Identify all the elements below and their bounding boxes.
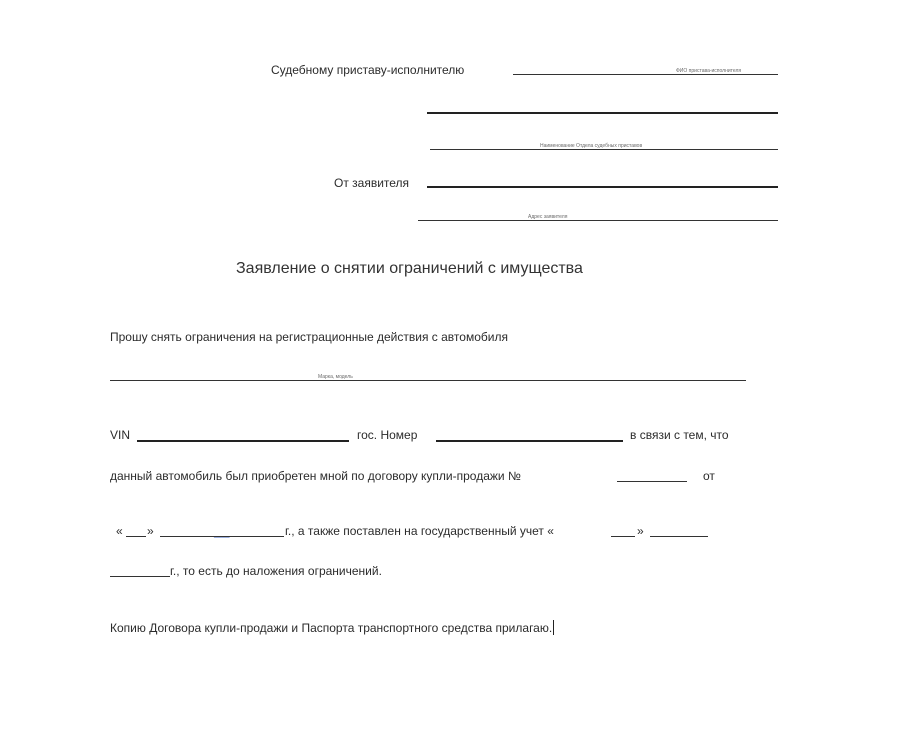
date-close-quote: »: [147, 524, 154, 538]
car-model-field[interactable]: [110, 380, 746, 381]
address-hint: Адрес заявителя: [528, 214, 568, 220]
bailiff-label: Судебному приставу-исполнителю: [271, 63, 465, 77]
applicant-label: От заявителя: [334, 176, 410, 190]
date-mark: ____: [214, 531, 230, 538]
applicant-name-field[interactable]: [427, 186, 778, 188]
vin-label: VIN: [110, 428, 131, 442]
reason-text: в связи с тем, что: [630, 428, 729, 442]
from-text: от: [703, 469, 715, 483]
registered-text: г., а также поставлен на государственный учет «: [285, 524, 554, 538]
bailiff-extra-line[interactable]: [427, 112, 778, 114]
contract-number-field[interactable]: [617, 481, 687, 482]
department-field[interactable]: [430, 149, 778, 150]
attachment-text: [110, 620, 554, 635]
attachment-label: Копию Договора купли-продажи и Паспорта транспортного средства прилагаю.: [110, 621, 553, 635]
bailiff-hint: ФИО пристава-исполнителя: [676, 68, 742, 74]
reg-day-field[interactable]: [611, 536, 635, 537]
bailiff-name-field[interactable]: [513, 74, 778, 75]
model-hint: Марка, модель: [318, 374, 353, 380]
vin-field[interactable]: [137, 440, 349, 442]
document-title: Заявление о снятии ограничений с имущества: [236, 260, 583, 277]
year-suffix: г., то есть до наложения ограничений.: [170, 564, 382, 578]
date-day-field[interactable]: [126, 536, 146, 537]
plate-field[interactable]: [436, 440, 623, 442]
reg-month-field[interactable]: [650, 536, 708, 537]
text-cursor: [553, 620, 554, 635]
request-line: Прошу снять ограничения на регистрационные действия с автомобиля: [110, 330, 508, 344]
reg-year-field[interactable]: [110, 576, 170, 577]
department-hint: Наименование Отдела судебных приставов: [540, 143, 643, 149]
reg-close-quote: »: [637, 524, 644, 538]
date-open-quote: «: [116, 524, 123, 538]
address-field[interactable]: [418, 220, 778, 221]
plate-label: гос. Номер: [357, 428, 418, 442]
purchase-text: данный автомобиль был приобретен мной по договору купли-продажи №: [110, 469, 521, 483]
